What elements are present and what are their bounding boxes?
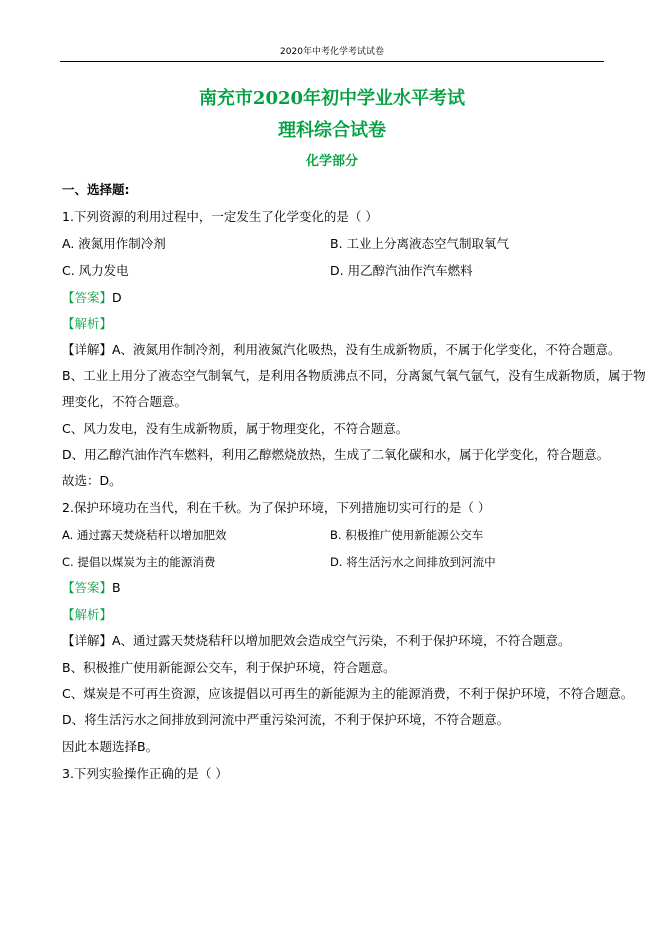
q2-option-b: B. 积极推广使用新能源公交车: [330, 528, 484, 542]
q1-stem: 1.下列资源的利用过程中，一定发生了化学变化的是（ ）: [62, 209, 378, 224]
exam-subtitle: 理科综合试卷: [278, 120, 386, 141]
q1-option-c: C. 风力发电: [62, 263, 129, 278]
q2-detail-4: D、将生活污水之间排放到河流中严重污染河流，不利于保护环境，不符合题意。: [62, 712, 510, 727]
q2-option-d: D. 将生活污水之间排放到河流中: [330, 555, 496, 569]
q1-detail-1: 【详解】A、液氮用作制冷剂，利用液氮汽化吸热，没有生成新物质，不属于化学变化，不符合题意。: [62, 342, 621, 357]
q2-detail-1: 【详解】A、通过露天焚烧秸秆以增加肥效会造成空气污染，不利于保护环境，不符合题意。: [62, 633, 571, 648]
q3-stem: 3.下列实验操作正确的是（ ）: [62, 766, 228, 781]
part-heading: 一、选择题:: [62, 182, 130, 197]
q2-stem: 2.保护环境功在当代，利在千秋。为了保护环境，下列措施切实可行的是（ ）: [62, 500, 491, 515]
q2-detail-2: B、积极推广使用新能源公交车，利于保护环境，符合题意。: [62, 660, 396, 675]
answer-value: B: [112, 580, 121, 595]
q2-answer: [62, 579, 121, 597]
q2-conclusion: 因此本题选择B。: [62, 739, 159, 754]
q2-analysis-tag: 【解析】: [62, 607, 113, 622]
q2-option-a: A. 通过露天焚烧秸秆以增加肥效: [62, 528, 227, 542]
q1-detail-4: C、风力发电，没有生成新物质，属于物理变化，不符合题意。: [62, 421, 409, 436]
q1-detail-5: D、用乙醇汽油作汽车燃料，利用乙醇燃烧放热，生成了二氧化碳和水，属于化学变化，符合题意。: [62, 447, 610, 462]
section-title: 化学部分: [305, 154, 358, 169]
answer-tag: 【答案】: [62, 290, 113, 305]
q1-answer: [62, 289, 122, 307]
q2-detail-3: C、煤炭是不可再生资源，应该提倡以可再生的新能源为主的能源消费，不利于保护环境，不符合题意。: [62, 686, 634, 701]
answer-value: D: [112, 290, 122, 305]
exam-title: 南充市2020年初中学业水平考试: [198, 88, 466, 109]
running-header: 2020年中考化学考试试卷: [60, 45, 604, 62]
q1-option-b: B. 工业上分离液态空气制取氧气: [330, 236, 510, 251]
q2-option-c: C. 提倡以煤炭为主的能源消费: [62, 555, 216, 569]
q1-detail-2: B、工业上用分了液态空气制氧气，是利用各物质沸点不同，分离氮气氧气氩气，没有生成新物质，属于物: [62, 368, 646, 383]
q1-option-d: D. 用乙醇汽油作汽车燃料: [330, 263, 473, 278]
q1-option-a: A. 液氮用作制冷剂: [62, 236, 166, 251]
q1-analysis-tag: 【解析】: [62, 316, 113, 331]
q1-conclusion: 故选：D。: [62, 473, 122, 488]
q1-detail-3: 理变化，不符合题意。: [62, 394, 188, 409]
answer-tag: 【答案】: [62, 580, 113, 595]
